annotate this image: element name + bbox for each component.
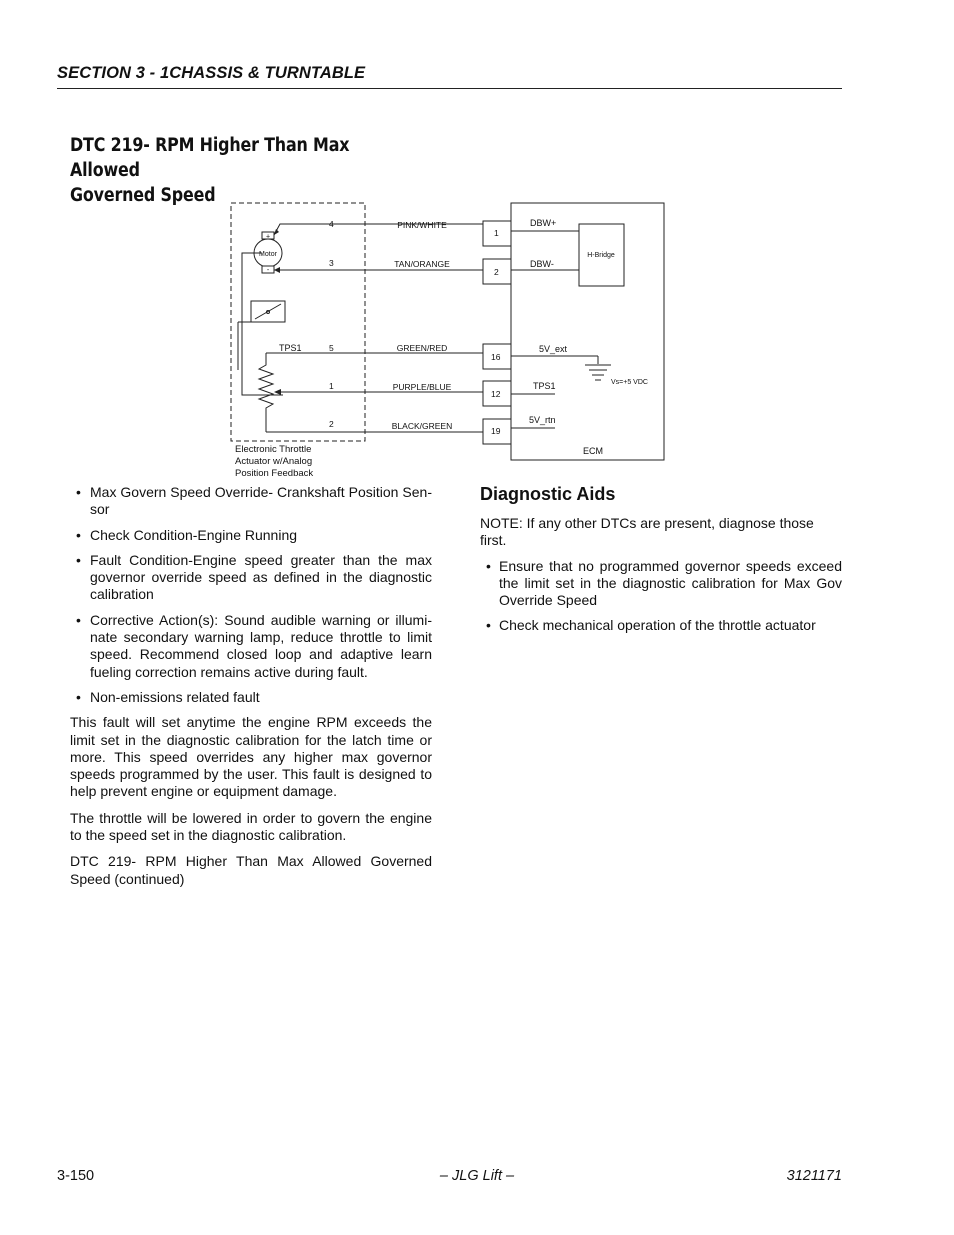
list-item: • Ensure that no programmed governor speeds exceed the limit set in the diagnostic calibration for Max Gov Override Speed [480, 558, 842, 610]
diagnostic-aids-list [480, 558, 842, 635]
arrow-minus [274, 267, 280, 273]
signal-tps1: TPS1 [533, 381, 556, 391]
ecm-pin-16: 16 [491, 352, 501, 362]
list-item: • Corrective Action(s): Sound audible warning or illumi-nate secondary warning lamp, reduce throttle to limit speed. Recommend closed loop and adaptive learn fueling correction remains active during fault. [70, 612, 432, 681]
list-item: • Check mechanical operation of the throttle actuator [480, 617, 842, 634]
arrow-plus [274, 229, 279, 235]
signal-dbw-minus: DBW- [530, 259, 554, 269]
pot-resistor [259, 353, 273, 432]
right-column [480, 484, 842, 643]
wire-label-tan-orange: TAN/ORANGE [394, 259, 450, 269]
ecm-label: ECM [583, 446, 603, 456]
actuator-caption-3: Position Feedback [235, 468, 314, 479]
pin-left-5: 5 [329, 343, 334, 353]
page-title [70, 133, 414, 208]
title-line-1: DTC 219- RPM Higher Than Max Allowed [70, 135, 350, 181]
signal-5v-rtn: 5V_rtn [529, 415, 556, 425]
wire-label-purple-blue: PURPLE/BLUE [392, 382, 452, 392]
ecm-pin-2: 2 [494, 267, 499, 277]
tps1-label: TPS1 [279, 343, 302, 353]
motor-label: Motor [259, 251, 277, 258]
actuator-caption-1: Electronic Throttle [235, 444, 312, 455]
document-number: 3121171 [786, 1168, 842, 1184]
wire-label-green-red: GREEN/RED [396, 343, 448, 353]
footer-brand: – JLG Lift – [439, 1168, 515, 1184]
body-paragraph: DTC 219- RPM Higher Than Max Allowed Governed Speed (continued) [70, 853, 432, 887]
wiring-diagram [228, 200, 668, 482]
actuator-caption-2: Actuator w/Analog [235, 456, 313, 467]
ecm-pin-12: 12 [491, 389, 501, 399]
motor-minus: - [266, 267, 270, 274]
h-bridge-label: H-Bridge [587, 252, 615, 259]
section-header: SECTION 3 - 1CHASSIS & TURNTABLE [57, 64, 842, 89]
body-paragraph: This fault will set anytime the engine RPM exceeds the limit set in the diagnostic calibration for the latch time or more. This speed overrides any higher max governor speeds programmed by the user. This fault is designed to help prevent engine or equipment damage. [70, 714, 432, 800]
diagnostic-aids-heading: Diagnostic Aids [480, 484, 616, 504]
title-line-2: Governed Speed [70, 185, 216, 206]
pin-left-1: 1 [329, 381, 334, 391]
note-text: NOTE: If any other DTCs are present, diagnose those first. [480, 515, 814, 549]
condition-list [70, 484, 432, 706]
page-number: 3-150 [57, 1168, 95, 1184]
list-item: • Fault Condition-Engine speed greater than the max governor override speed as defined in the diagnostic calibration [70, 552, 432, 604]
motor-wire-plus [274, 224, 483, 235]
pin-left-3: 3 [329, 258, 334, 268]
supply-voltage-label: Vs=+5 VDC [611, 379, 648, 386]
list-item: • Max Govern Speed Override- Crankshaft Position Sen-sor [70, 484, 432, 519]
ecm-pin-1: 1 [494, 228, 499, 238]
wire-label-black-green: BLACK/GREEN [391, 421, 453, 431]
body-paragraph: The throttle will be lowered in order to govern the engine to the speed set in the diagnostic calibration. [70, 809, 432, 844]
left-column [70, 484, 432, 897]
feedback-wire [242, 253, 283, 395]
signal-dbw-plus: DBW+ [530, 218, 557, 228]
signal-5v-ext: 5V_ext [539, 344, 568, 354]
pin-left-2: 2 [329, 419, 334, 429]
wiper-arrow [274, 389, 281, 395]
ecm-pin-19: 19 [491, 426, 501, 436]
motor-plus: + [265, 233, 271, 241]
list-item: • Non-emissions related fault [70, 689, 432, 706]
pin-left-4: 4 [329, 219, 334, 229]
list-item: • Check Condition-Engine Running [70, 527, 432, 544]
wire-label-pink-white: PINK/WHITE [397, 220, 447, 230]
